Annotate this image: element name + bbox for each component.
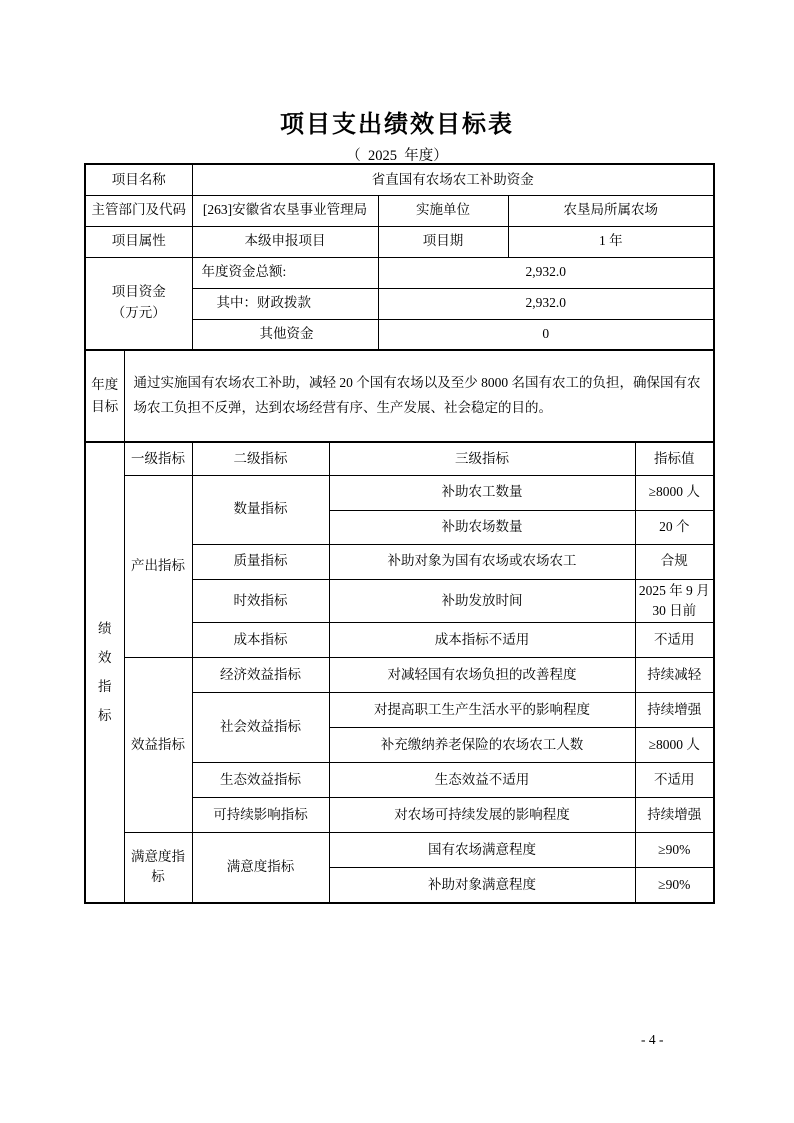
indicator-l3: 补助对象满意程度 [329,868,635,903]
indicator-l3: 生态效益不适用 [329,763,635,798]
indicator-l3: 对减轻国有农场负担的改善程度 [329,658,635,693]
table-row [85,164,714,195]
indicator-l3: 成本指标不适用 [329,623,635,658]
period-value: 1 年 [508,226,714,257]
impl-unit-label: 实施单位 [378,195,508,226]
funding-label-line2: （万元） [111,305,166,321]
indicator-value: ≥90% [635,833,714,868]
level1-satisfaction: 满意度指标 [124,833,192,903]
table-row [85,257,714,288]
indicator-l3: 补助发放时间 [329,579,635,623]
indicators-header-row [85,442,714,475]
level2-quantity: 数量指标 [192,475,329,544]
funding-fiscal-label: 其中：财政拨款 [192,288,378,319]
indicators-side-label: 绩效指标 [85,442,124,903]
attr-value: 本级申报项目 [192,226,378,257]
funding-fiscal-value: 2,932.0 [378,288,714,319]
indicator-value: ≥90% [635,868,714,903]
indicator-value: 不适用 [635,623,714,658]
table-row [85,475,714,510]
indicator-l3: 补助农场数量 [329,510,635,544]
level1-output: 产出指标 [124,475,192,658]
table-row [85,350,714,442]
project-name-value: 省直国有农场农工补助资金 [192,164,714,195]
funding-other-label: 其他资金 [192,319,378,350]
indicator-l3: 补助对象为国有农场或农场农工 [329,544,635,579]
indicator-l3: 国有农场满意程度 [329,833,635,868]
level2-quality: 质量指标 [192,544,329,579]
dept-value: [263]安徽省农垦事业管理局 [192,195,378,226]
indicator-l3: 对提高职工生产生活水平的影响程度 [329,693,635,728]
table-row [85,833,714,868]
table-row [85,195,714,226]
indicator-value: 持续增强 [635,693,714,728]
target-table [84,163,713,904]
dept-label: 主管部门及代码 [85,195,192,226]
basic-info-table [84,163,715,351]
indicator-l3: 对农场可持续发展的影响程度 [329,798,635,833]
indicator-value: 2025 年 9 月 30 日前 [635,579,714,623]
indicator-value: 合规 [635,544,714,579]
level2-timeliness: 时效指标 [192,579,329,623]
header-level3: 三级指标 [329,442,635,475]
project-name-label: 项目名称 [85,164,192,195]
header-level1: 一级指标 [124,442,192,475]
page-number: - 4 - [641,1032,664,1047]
level2-social: 社会效益指标 [192,693,329,763]
annual-goal-label: 年度目标 [85,350,124,442]
level2-cost: 成本指标 [192,623,329,658]
funding-total-label: 年度资金总额: [192,257,378,288]
level2-ecological: 生态效益指标 [192,763,329,798]
funding-other-value: 0 [378,319,714,350]
indicator-value: 20 个 [635,510,714,544]
table-row [85,226,714,257]
indicator-value: 持续增强 [635,798,714,833]
indicator-value: ≥8000 人 [635,475,714,510]
level1-benefit: 效益指标 [124,658,192,833]
level2-economic: 经济效益指标 [192,658,329,693]
annual-goal-text: 通过实施国有农场农工补助，减轻 20 个国有农场以及至少 8000 名国有农工的负担，确保国有农场农工负担不反弹，达到农场经营有序、生产发展、社会稳定的目的。 [124,350,714,442]
annual-goal-table [84,349,715,443]
page-subtitle: （ 2025 年度） [346,148,448,164]
level2-sustainable: 可持续影响指标 [192,798,329,833]
header-level2: 二级指标 [192,442,329,475]
page-title: 项目支出绩效目标表 [280,111,514,138]
indicator-value: ≥8000 人 [635,728,714,763]
funding-label-line1: 项目资金 [111,284,166,300]
table-row [85,658,714,693]
attr-label: 项目属性 [85,226,192,257]
funding-total-value: 2,932.0 [378,257,714,288]
period-label: 项目期 [378,226,508,257]
header-value: 指标值 [635,442,714,475]
level2-satisfaction: 满意度指标 [192,833,329,903]
indicator-l3: 补充缴纳养老保险的农场农工人数 [329,728,635,763]
indicator-l3: 补助农工数量 [329,475,635,510]
funding-label [85,257,192,350]
indicators-table [84,441,715,904]
impl-unit-value: 农垦局所属农场 [508,195,714,226]
indicator-value: 不适用 [635,763,714,798]
indicator-value: 持续减轻 [635,658,714,693]
